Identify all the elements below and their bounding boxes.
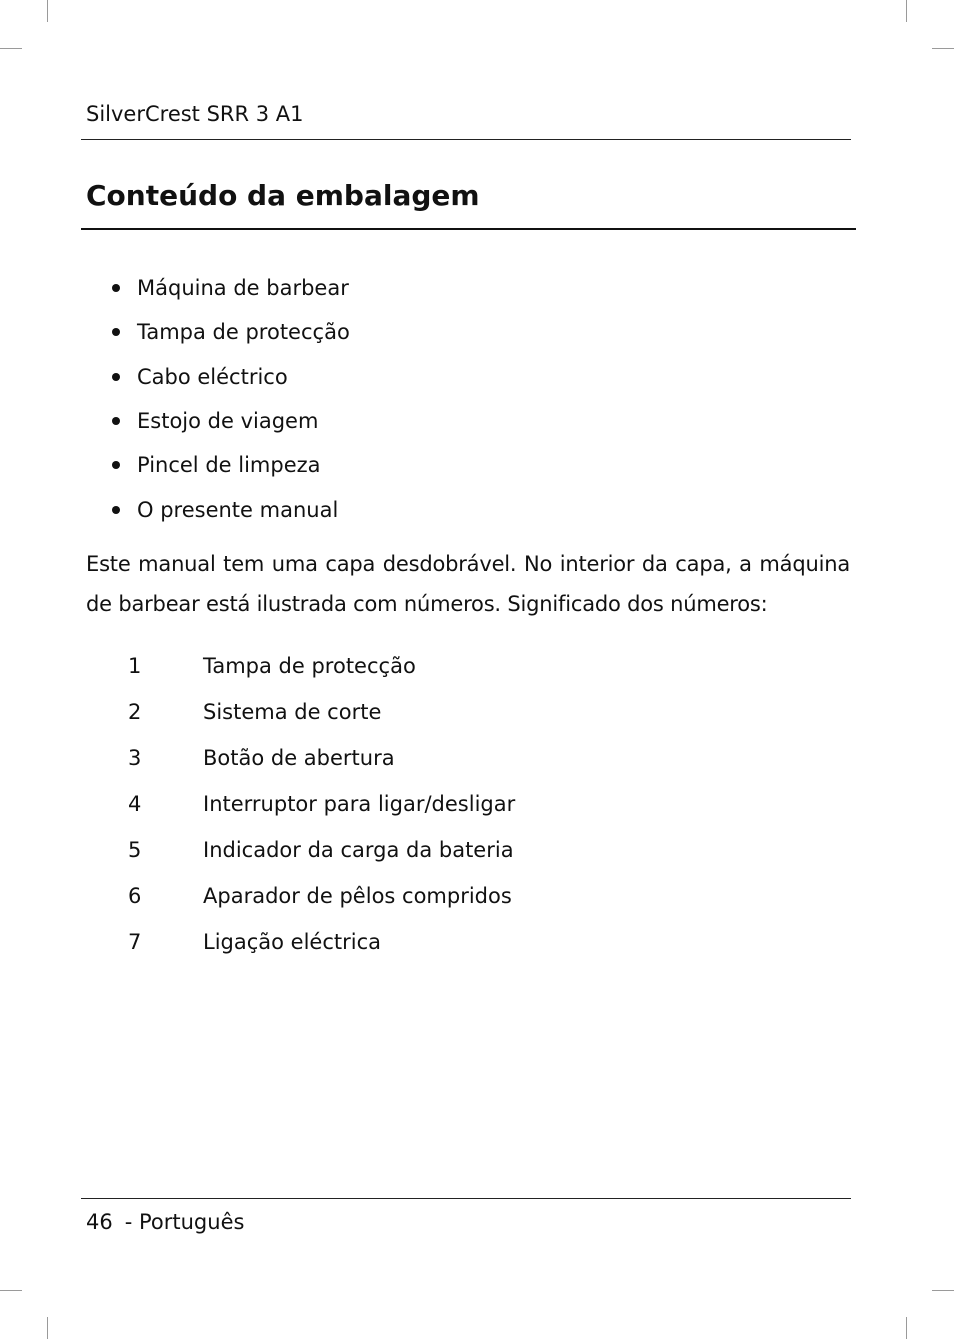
list-item-label: Pincel de limpeza xyxy=(137,453,321,478)
header-divider xyxy=(81,139,851,140)
crop-mark xyxy=(47,1317,48,1339)
legend-label: Sistema de corte xyxy=(203,700,382,724)
list-item xyxy=(108,310,350,354)
list-item xyxy=(108,443,350,487)
legend-label: Tampa de protecção xyxy=(203,654,416,678)
legend-row xyxy=(128,643,515,689)
legend-row xyxy=(128,873,515,919)
legend-row xyxy=(128,735,515,781)
legend-number: 2 xyxy=(128,700,142,724)
footer-divider xyxy=(81,1198,851,1199)
legend-row xyxy=(128,781,515,827)
list-item-label: O presente manual xyxy=(137,497,339,522)
legend-number: 5 xyxy=(128,838,142,862)
crop-mark xyxy=(0,1290,22,1291)
crop-mark xyxy=(906,0,907,22)
list-item-label: Tampa de protecção xyxy=(137,320,350,345)
parts-legend xyxy=(128,643,515,965)
legend-row xyxy=(128,689,515,735)
list-item-label: Máquina de barbear xyxy=(137,276,349,301)
crop-mark xyxy=(932,1290,954,1291)
legend-label: Interruptor para ligar/desligar xyxy=(203,792,516,816)
bullet-icon xyxy=(112,328,120,336)
legend-label: Ligação eléctrica xyxy=(203,930,382,954)
legend-row xyxy=(128,827,515,873)
package-contents-list xyxy=(108,266,350,532)
list-item xyxy=(108,487,350,531)
legend-number: 6 xyxy=(128,884,142,908)
list-item xyxy=(108,355,350,399)
list-item-label: Estojo de viagem xyxy=(137,409,319,434)
legend-row xyxy=(128,919,515,965)
running-header: SilverCrest SRR 3 A1 xyxy=(86,102,304,126)
page-footer xyxy=(86,1208,244,1236)
bullet-icon xyxy=(112,506,120,514)
bullet-icon xyxy=(112,417,120,425)
bullet-icon xyxy=(112,461,120,469)
section-title: Conteúdo da embalagem xyxy=(86,179,480,212)
crop-mark xyxy=(932,48,954,49)
footer-language: - Português xyxy=(124,1210,245,1234)
legend-number: 4 xyxy=(128,792,142,816)
legend-label: Indicador da carga da bateria xyxy=(203,838,514,862)
crop-mark xyxy=(47,0,48,22)
legend-number: 1 xyxy=(128,654,142,678)
legend-number: 3 xyxy=(128,746,142,770)
legend-label: Aparador de pêlos compridos xyxy=(203,884,512,908)
list-item xyxy=(108,399,350,443)
page-number: 46 xyxy=(86,1210,113,1234)
crop-mark xyxy=(906,1317,907,1339)
crop-mark xyxy=(0,48,22,49)
bullet-icon xyxy=(112,373,120,381)
body-paragraph: Este manual tem uma capa desdobrável. No interior da capa, a máquina de barbear está ilustrada com números. Significado dos números: xyxy=(86,552,850,616)
bullet-icon xyxy=(112,284,120,292)
list-item xyxy=(108,266,350,310)
legend-number: 7 xyxy=(128,930,142,954)
list-item-label: Cabo eléctrico xyxy=(137,364,288,389)
legend-label: Botão de abertura xyxy=(203,746,395,770)
title-divider xyxy=(81,228,856,230)
